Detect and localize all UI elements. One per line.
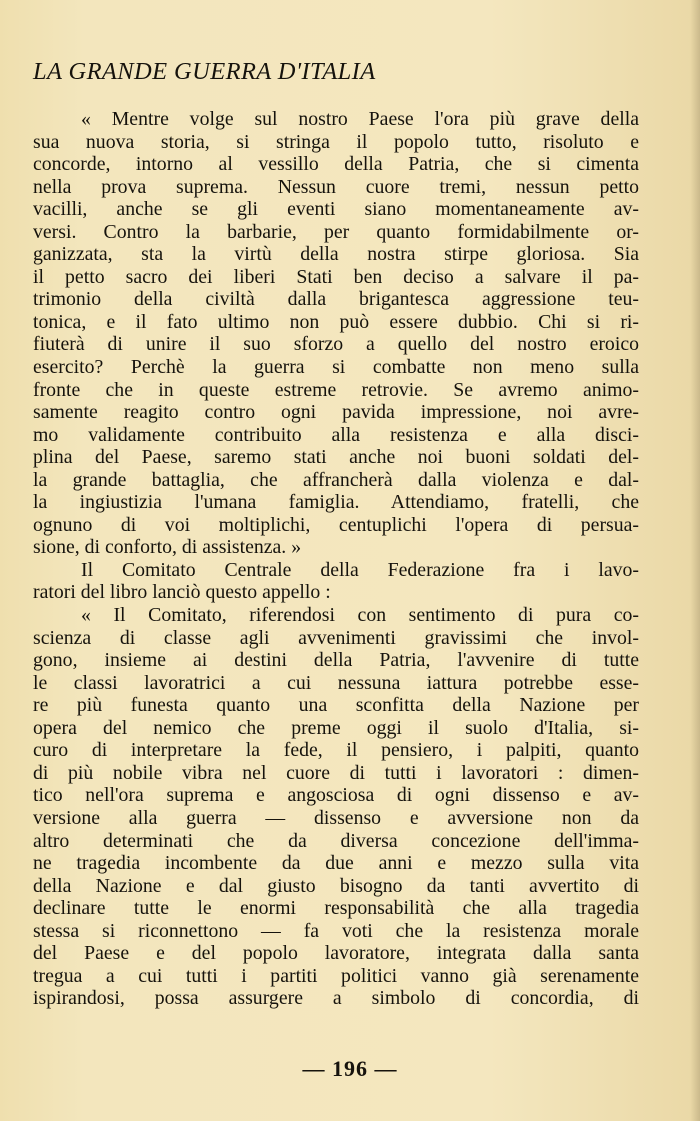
text-line: le classi lavoratrici a cui nessuna iattura potrebbe esse- [33, 671, 639, 694]
text-line: scienza di classe agli avvenimenti gravissimi che invol- [33, 626, 639, 649]
text-line: samente reagito contro ogni pavida impressione, noi avre- [33, 401, 639, 424]
page-number: — 196 — [302, 1056, 398, 1081]
text-line: Il Comitato Centrale della Federazione fra i lavo- [81, 558, 639, 581]
running-head: LA GRANDE GUERRA D'ITALIA [33, 58, 376, 85]
page-edge-shadow [690, 0, 700, 1121]
text-line: sua nuova storia, si stringa il popolo tutto, risoluto e [33, 130, 639, 153]
text-line: concorde, intorno al vessillo della Patria, che si cimenta [33, 153, 639, 176]
text-line: « Mentre volge sul nostro Paese l'ora più grave della [81, 108, 639, 130]
text-line: re più funesta quanto una sconfitta della Nazione per [33, 694, 639, 717]
text-line: la ingiustizia l'umana famiglia. Attendiamo, fratelli, che [33, 491, 639, 514]
text-line: stessa si riconnettono — fa voti che la resistenza morale [33, 919, 639, 942]
text-line: ognuno di voi moltiplichi, centuplichi l'opera di persua- [33, 513, 639, 536]
text-line: vacilli, anche se gli eventi siano momentaneamente av- [33, 198, 639, 221]
text-line: trimonio della civiltà dalla brigantesca aggressione teu- [33, 288, 639, 311]
text-line: versione alla guerra — dissenso e avversione non da [33, 806, 639, 829]
text-line: fiuterà di unire il suo sforzo a quello del nostro eroico [33, 333, 639, 356]
text-line: nella prova suprema. Nessun cuore tremi, nessun petto [33, 175, 639, 198]
text-line: della Nazione e dal giusto bisogno da tanti avvertito di [33, 874, 639, 897]
text-line: curo di interpretare la fede, il pensiero, i palpiti, quanto [33, 739, 639, 762]
text-line: sione, di conforto, di assistenza. » [33, 536, 302, 559]
text-line: declinare tutte le enormi responsabilità che alla tragedia [33, 897, 639, 920]
text-line: mo validamente contribuito alla resistenza e alla disci- [33, 423, 639, 446]
text-line: di più nobile vibra nel cuore di tutti i lavoratori : dimen- [33, 761, 639, 784]
text-line: del Paese e del popolo lavoratore, integrata dalla santa [33, 942, 639, 965]
text-line: versi. Contro la barbarie, per quanto formidabilmente or- [33, 220, 639, 243]
text-line: gono, insieme ai destini della Patria, l'avvenire di tutte [33, 649, 639, 672]
text-line: tonica, e il fato ultimo non può essere dubbio. Chi si ri- [33, 310, 639, 333]
text-line: ne tragedia incombente da due anni e mezzo sulla vita [33, 852, 639, 875]
text-line: « Il Comitato, riferendosi con sentimento di pura co- [81, 604, 639, 627]
text-line: ratori del libro lanciò questo appello : [33, 581, 331, 604]
text-line: il petto sacro dei liberi Stati ben deciso a salvare il pa- [33, 265, 639, 288]
text-line: tico nell'ora suprema e angosciosa di ogni dissenso e av- [33, 784, 639, 807]
text-line: la grande battaglia, che affrancherà dalla violenza e dal- [33, 468, 639, 491]
text-line: fronte che in queste estreme retrovie. Se avremo animo- [33, 378, 639, 401]
text-line: ganizzata, sta la virtù della nostra stirpe gloriosa. Sia [33, 243, 639, 266]
body-text [33, 108, 639, 1010]
text-line: altro determinati che da diversa concezione dell'imma- [33, 829, 639, 852]
text-line: ispirandosi, possa assurgere a simbolo di concordia, di [33, 987, 639, 1010]
text-line: plina del Paese, saremo stati anche noi buoni soldati del- [33, 446, 639, 469]
text-line: esercito? Perchè la guerra si combatte non meno sulla [33, 356, 639, 379]
text-line: opera del nemico che preme oggi il suolo d'Italia, si- [33, 716, 639, 739]
text-line: tregua a cui tutti i partiti politici vanno già serenamente [33, 964, 639, 987]
